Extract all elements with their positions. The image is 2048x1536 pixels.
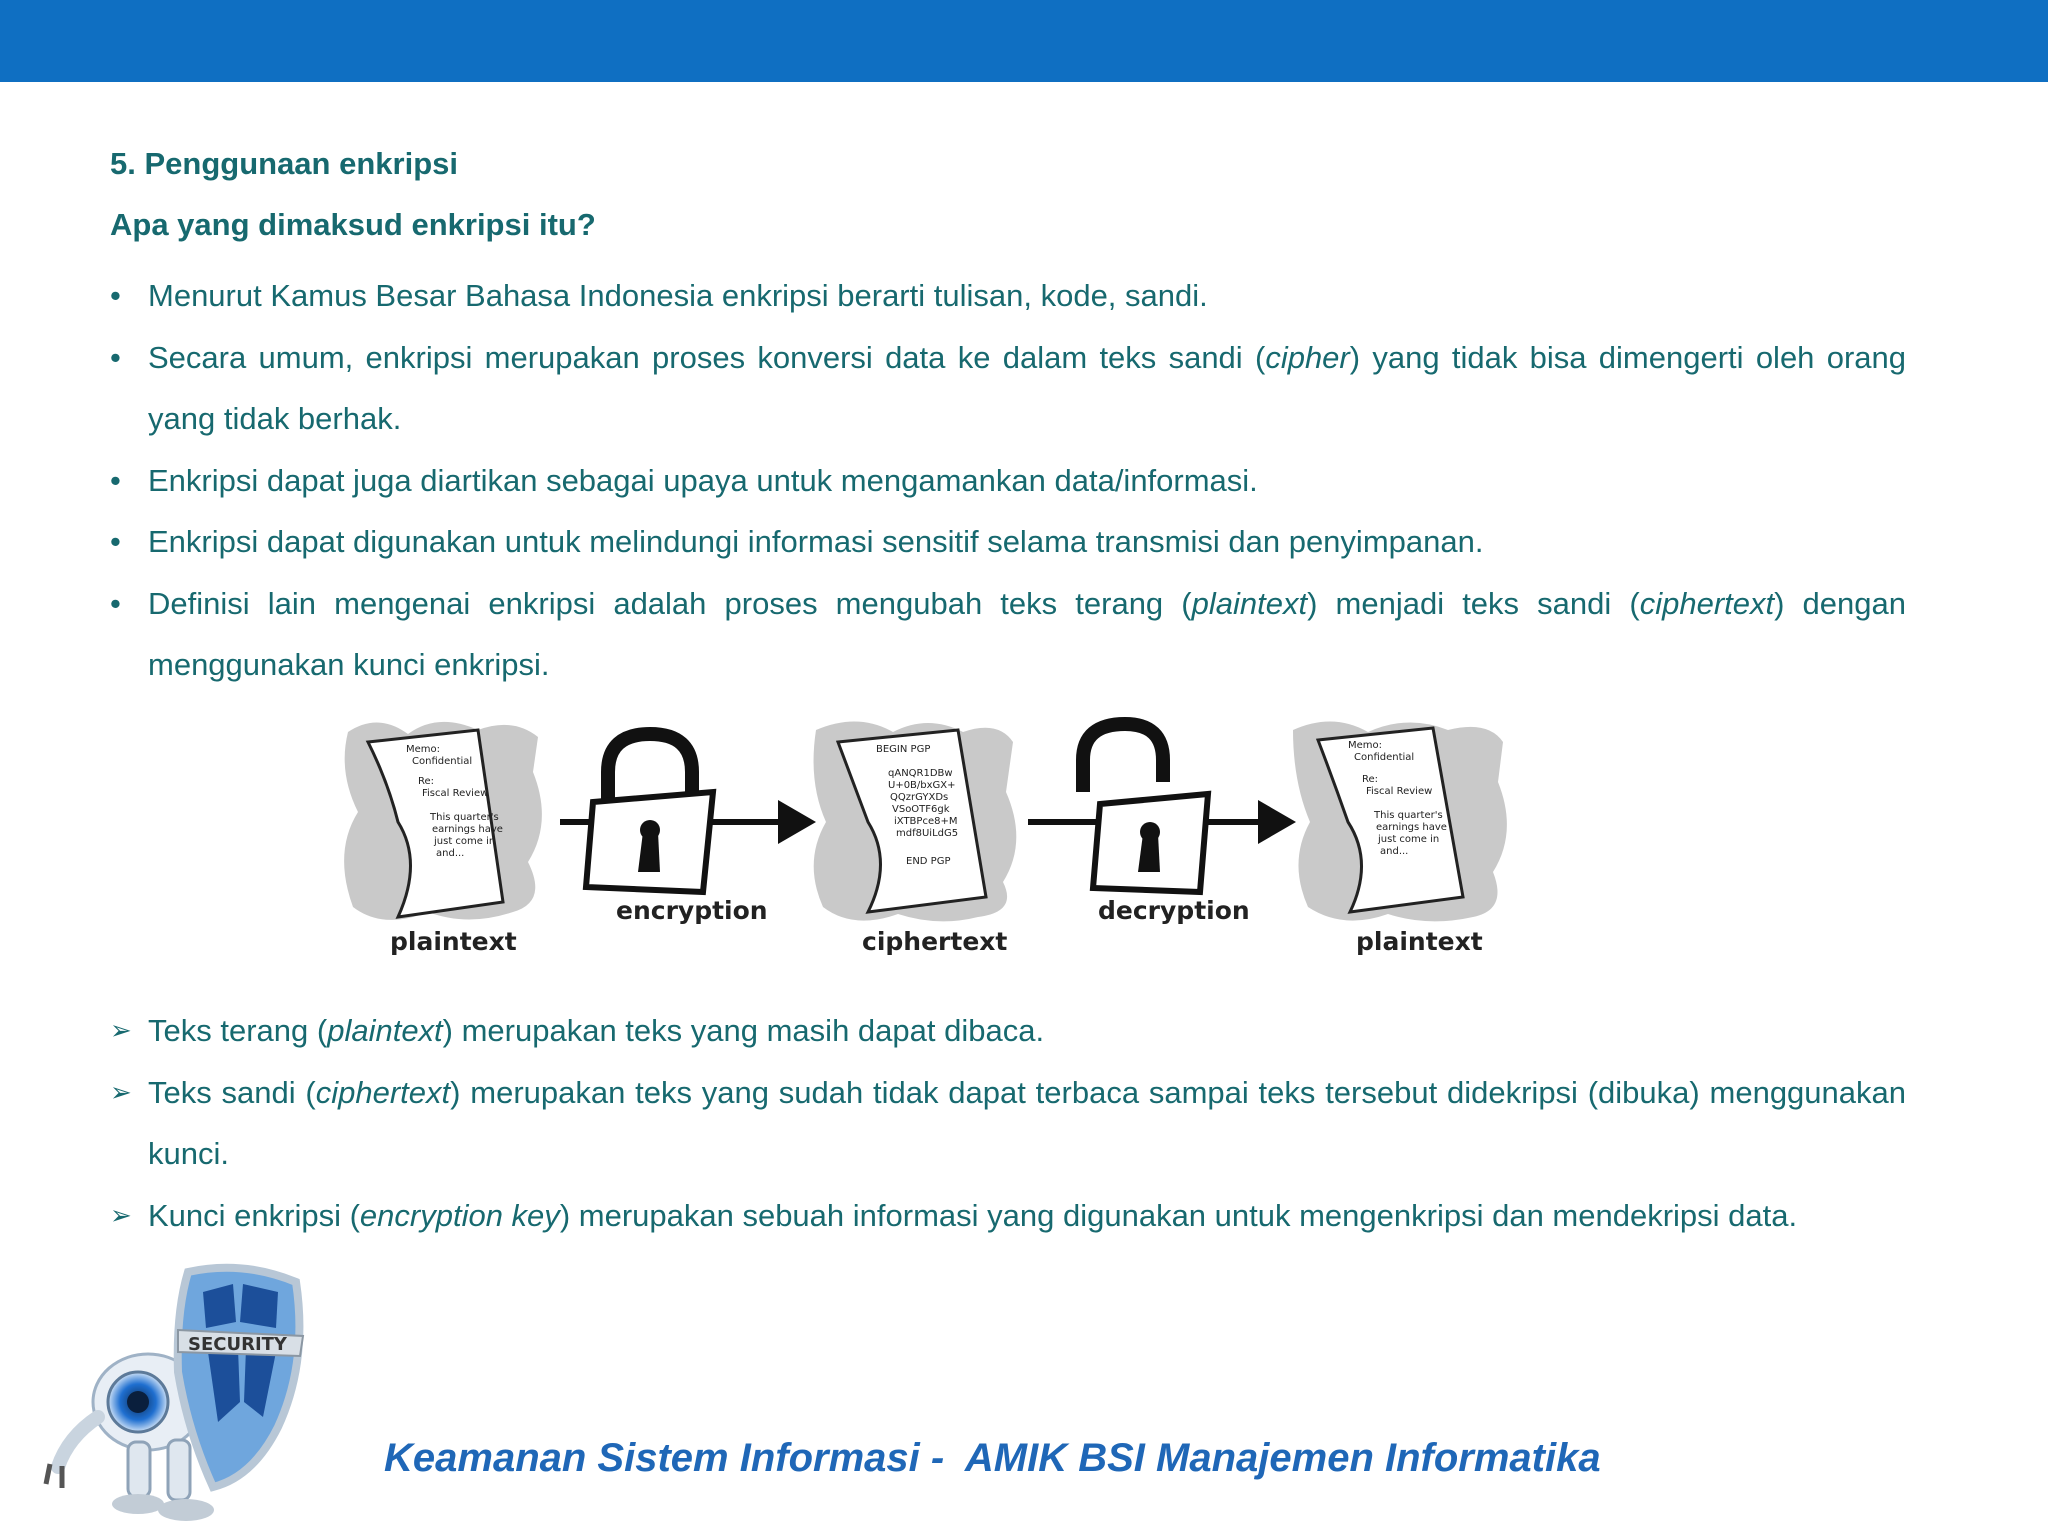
list-item: ➢ Kunci enkripsi (encryption key) merupakan sebuah informasi yang digunakan untuk mengenkripsi dan mendekripsi data. [110,1185,1906,1247]
svg-text:mdf8UiLdG5: mdf8UiLdG5 [896,828,959,839]
ciphertext-document-icon [814,721,1017,921]
definition-list [110,265,1906,696]
svg-text:Fiscal Review: Fiscal Review [1366,786,1433,797]
list-item: • Enkripsi dapat juga diartikan sebagai upaya untuk mengamankan data/informasi. [110,450,1906,512]
svg-text:Memo:: Memo: [406,744,441,755]
plaintext-label-right: plaintext [1356,927,1483,956]
svg-text:QQzrGYXDs: QQzrGYXDs [890,792,949,803]
svg-text:Re:: Re: [1362,774,1379,785]
bullet-marker: • [110,278,121,313]
bullet-marker: • [110,585,121,621]
svg-text:BEGIN PGP: BEGIN PGP [876,744,931,755]
svg-text:This quarter's: This quarter's [1374,810,1443,821]
list-item: ➢ Teks terang (plaintext) merupakan teks yang masih dapat dibaca. [110,1000,1906,1062]
top-banner [0,0,2048,82]
security-robot-illustration [28,1252,318,1532]
svg-text:Re:: Re: [418,776,435,787]
arrow-bullet-icon: ➢ [110,1076,132,1107]
svg-text:Confidential: Confidential [1354,752,1415,763]
svg-text:Confidential: Confidential [412,756,473,767]
svg-text:and...: and... [1380,846,1409,857]
plaintext-document-icon [1293,721,1507,921]
term-list [110,1000,1906,1246]
section-title: 5. Penggunaan enkripsi [110,146,458,181]
bullet-marker: • [110,339,121,375]
list-item: • Secara umum, enkripsi merupakan proses konversi data ke dalam teks sandi (cipher) yang tidak bisa dimengerti oleh orang yang tidak berhak. [110,327,1906,450]
list-item: • Enkripsi dapat digunakan untuk melindungi informasi sensitif selama transmisi dan penyimpanan. [110,511,1906,573]
list-item: • Definisi lain mengenai enkripsi adalah proses mengubah teks terang (plaintext) menjadi teks sandi (ciphertext) dengan menggunakan kunci enkripsi. [110,573,1906,696]
svg-text:earnings have: earnings have [432,824,503,835]
arrow-bullet-icon: ➢ [110,1015,132,1045]
decryption-label: decryption [1098,896,1250,925]
svg-text:This quarter's: This quarter's [430,812,499,823]
bullet-marker: • [110,524,121,559]
footer-title: Keamanan Sistem Informasi - AMIK BSI Manajemen Informatika [384,1436,1601,1480]
svg-text:just come in: just come in [1378,834,1440,845]
encryption-label: encryption [616,896,768,925]
open-lock-icon [1083,724,1208,892]
arrow-bullet-icon: ➢ [110,1199,132,1230]
question-heading: Apa yang dimaksud enkripsi itu? [110,207,596,242]
bullet-marker: • [110,462,121,498]
svg-text:and...: and... [436,848,465,859]
svg-text:qANQR1DBw: qANQR1DBw [888,768,953,779]
list-item: • Menurut Kamus Besar Bahasa Indonesia enkripsi berarti tulisan, kode, sandi. [110,265,1906,327]
plaintext-document-icon [344,722,542,920]
svg-text:iXTBPce8+M: iXTBPce8+M [894,816,958,827]
svg-text:just come in: just come in [434,836,496,847]
plaintext-label-left: plaintext [390,927,517,956]
shield-label: SECURITY [188,1334,287,1355]
svg-text:END PGP: END PGP [906,856,951,867]
closed-lock-icon [586,734,713,892]
svg-text:U+0B/bxGX+: U+0B/bxGX+ [888,780,956,791]
svg-text:earnings have: earnings have [1376,822,1447,833]
svg-text:Fiscal Review: Fiscal Review [422,788,489,799]
svg-text:Memo:: Memo: [1348,740,1383,751]
shield-icon [178,1268,303,1487]
ciphertext-label: ciphertext [862,927,1008,956]
svg-text:VSoOTF6gk: VSoOTF6gk [892,804,950,815]
list-item: ➢ Teks sandi (ciphertext) merupakan teks yang sudah tidak dapat terbaca sampai teks tersebut didekripsi (dibuka) menggunakan kunci. [110,1062,1906,1185]
encryption-diagram [338,712,1538,970]
